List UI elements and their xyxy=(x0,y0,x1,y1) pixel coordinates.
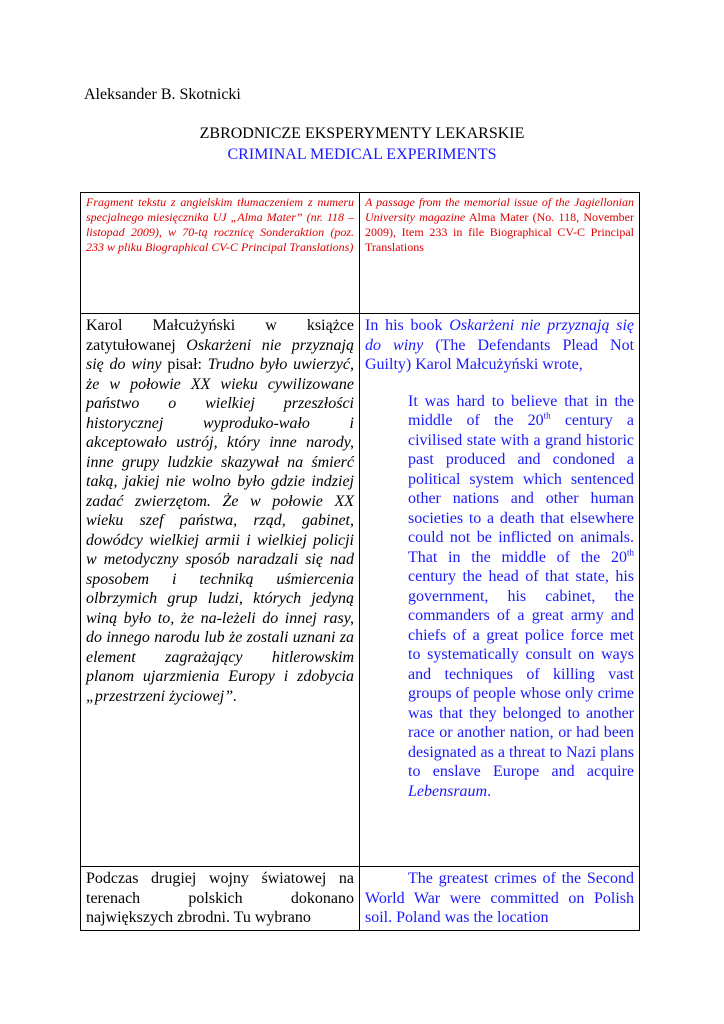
polish-book-title: Oskarżeni nie przyznają się do winy xyxy=(86,336,354,373)
english-passage-cell xyxy=(360,314,640,867)
table-row xyxy=(81,867,640,931)
english-intro: In his book xyxy=(365,317,443,334)
header-english-italic: A passage from the memorial issue of the Jagiellonian University magazine xyxy=(365,195,634,224)
english-next-cell: The greatest crimes of the Second World War were committed on Polish soil. Poland was the location xyxy=(360,867,640,931)
author-name: Aleksander B. Skotnicki xyxy=(84,86,241,103)
quote-part-3: century the head of that state, his government, his cabinet, the commanders of a great army and chiefs of a great police force met to systematically consult on ways and techniques of killing vast groups of people whose only crime was that they belonged to another race or another nation, or had been designated as a threat to Nazi plans to enslave Europe and acquire xyxy=(408,568,634,780)
polish-next-cell: Podczas drugiej wojny światowej na terenach polskich dokonano największych zbrodni. Tu wybrano xyxy=(81,867,360,931)
table-row xyxy=(81,193,640,314)
quote-lebensraum: Lebensraum xyxy=(408,782,488,800)
english-book-title: Oskarżeni nie przyznają się do winy xyxy=(365,317,635,354)
header-cell-english xyxy=(360,193,640,314)
quote-end: . xyxy=(487,782,492,800)
superscript-th: th xyxy=(626,547,634,558)
polish-wrote: pisał: xyxy=(167,356,202,373)
polish-quote: Trudno było uwierzyć, że w połowie XX wieku cywilizowane państwo o wielkiej przeszłości historycznej wyproduko-wało i akceptowało ustrój, który inne narody, inne grupy ludzkie skazywał na śmierć taką, jakiej nie wolno było gdzie indziej zadać zwierzętom. Że w połowie XX wieku szef państwa, rząd, gabinet, dowódcy wielkiej armii i wielkiej policji w metodyczny sposób naradzali się nad sposobem i techniką uśmiercenia olbrzymich grup ludzi, których jedyną winą było to, że na-leżeli do innej rasy, do innego narodu lub że zostali uznani za element zagrażający hitlerowskim planom ujarzmienia Europy i zdobycia „przestrzeni życiowej”. xyxy=(86,356,354,705)
english-intro-paragraph xyxy=(365,316,634,375)
header-cell-polish: Fragment tekstu z angielskim tłumaczeniem z numeru specjalnego miesięcznika UJ „Alma Mater” (nr. 118 – listopad 2009), w 70-tą rocznicę Sonderaktion (poz. 233 w pliku Biographical CV-C Principal Translations) xyxy=(81,193,360,314)
translation-table xyxy=(80,192,640,931)
polish-passage-cell xyxy=(81,314,360,867)
title-polish: ZBRODNICZE EKSPERYMENTY LEKARSKIE xyxy=(199,125,525,142)
table-row xyxy=(81,314,640,867)
header-english-normal: Alma Mater (No. 118, November 2009), Item 233 in file Biographical CV-C Principal Translations xyxy=(365,210,634,254)
english-quote xyxy=(408,392,634,802)
polish-intro: Karol Małcużyński w książce zatytułowanej xyxy=(86,317,354,354)
quote-part-2: century a civilised state with a grand historic past produced and condoned a political system which sentenced other nations and other human societies to a death that elsewhere could not be inflicted on animals. That in the middle of the 20 xyxy=(408,412,635,566)
superscript-th: th xyxy=(543,410,551,421)
quote-part-1: It was hard to believe that in the middle of the 20 xyxy=(408,392,634,429)
title-english: CRIMINAL MEDICAL EXPERIMENTS xyxy=(227,146,497,163)
english-intro-after: (The Defendants Plead Not Guilty) Karol Małcużyński wrote, xyxy=(365,336,635,373)
